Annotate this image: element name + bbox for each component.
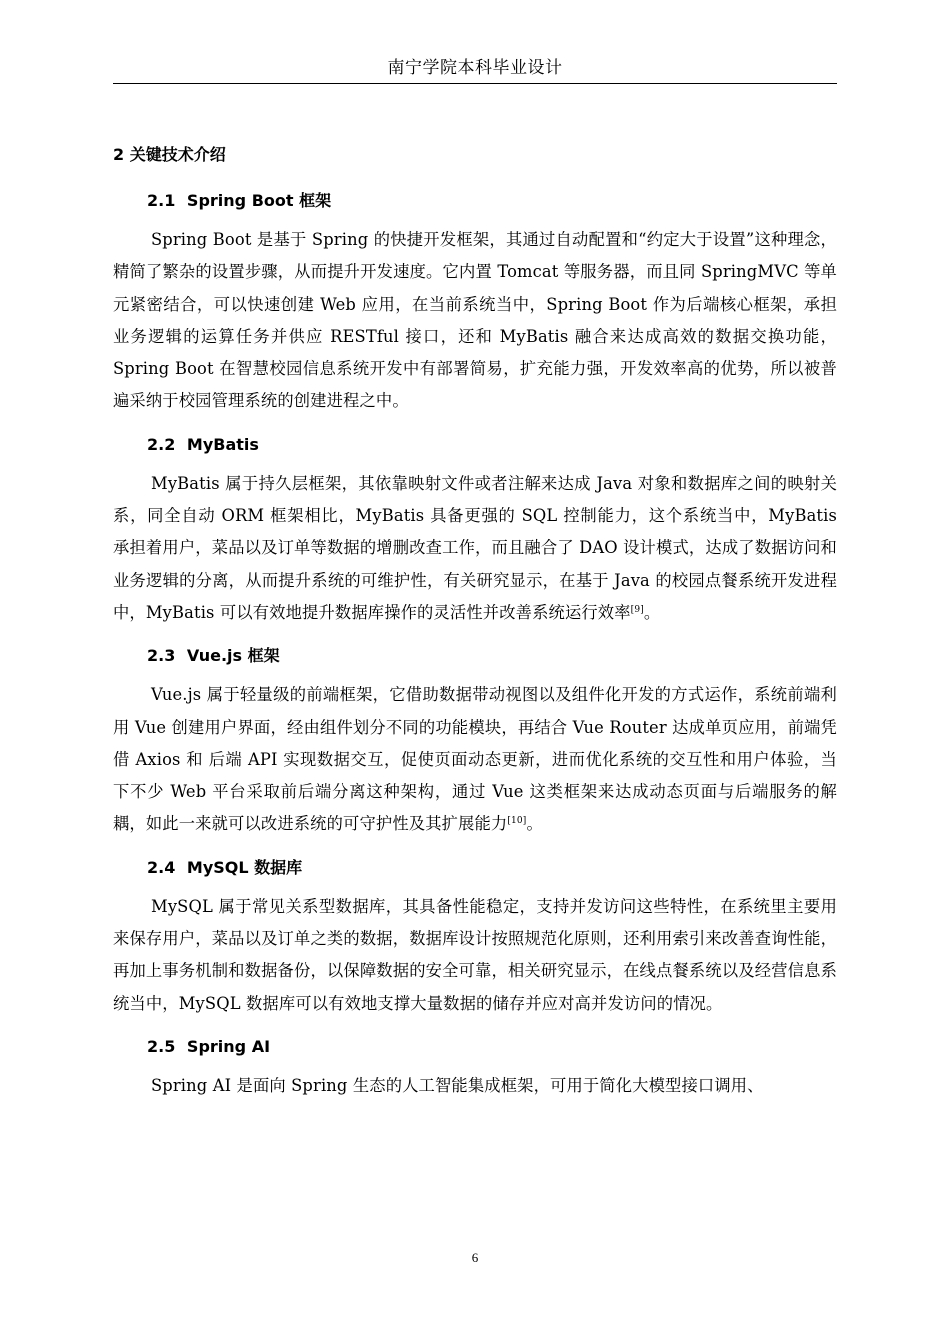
section-title: Vue.js 框架	[186, 646, 280, 666]
chapter-number: 2	[113, 145, 125, 164]
section-heading-2-1	[147, 188, 837, 214]
paragraph-text: Spring Boot 是基于 Spring 的快捷开发框架，其通过自动配置和“约定大于设置”这种理念，精简了繁杂的设置步骤，从而提升开发速度。它内置 Tomcat 等服务器，而且同 SpringMVC 等单元紧密结合，可以快速创建 Web 应用，在当前系统当中，Spring Boot 作为后端核心框架，承担业务逻辑的运算任务并供应 RESTful 接口，还和 MyBatis 融合来达成高效的数据交换功能，Spring Boot 在智慧校园信息系统开发中有部署简易，扩充能力强，开发效率高的优势，所以被普遍采纳于校园管理系统的创建进程之中。	[113, 230, 837, 411]
paragraph-tail: 。	[526, 814, 543, 834]
section-number: 2.1	[147, 191, 176, 210]
header-title: 南宁学院本科毕业设计	[387, 58, 563, 78]
section-paragraph-2-2	[113, 468, 837, 629]
section-title: MySQL 数据库	[186, 857, 303, 877]
paragraph-text: Spring AI 是面向 Spring 生态的人工智能集成框架，可用于简化大模型接口调用、	[151, 1075, 764, 1095]
section-heading-2-2	[147, 432, 837, 458]
section-number: 2.3	[147, 646, 176, 666]
section-paragraph-2-1	[113, 224, 837, 418]
section-heading-2-5	[147, 1034, 837, 1060]
section-paragraph-2-5	[113, 1070, 837, 1102]
document-body	[113, 142, 837, 1116]
section-number: 2.2	[147, 434, 176, 454]
section-number: 2.4	[147, 857, 176, 877]
paragraph-tail: 。	[643, 602, 661, 622]
section-heading-2-3	[147, 643, 837, 669]
paragraph-text: Vue.js 属于轻量级的前端框架，它借助数据带动视图以及组件化开发的方式运作，系统前端利用 Vue 创建用户界面，经由组件划分不同的功能模块，再结合 Vue Router 达成单页应用，前端凭借 Axios 和 后端 API 实现数据交互，促使页面动态更新，进而优化系统的交互性和用户体验，当下不少 Web 平台采取前后端分离这种架构，通过 Vue 这类框架来达成动态页面与后端服务的解耦，如此一来就可以改进系统的可守护性及其扩展能力	[113, 685, 837, 834]
section-title: MyBatis	[186, 434, 259, 454]
page-number: 6	[471, 1250, 479, 1265]
chapter-heading	[113, 142, 837, 168]
page-header	[113, 57, 837, 84]
section-paragraph-2-4	[113, 891, 837, 1020]
paragraph-text: MySQL 属于常见关系型数据库，其具备性能稳定，支持并发访问这些特性，在系统里主要用来保存用户，菜品以及订单之类的数据，数据库设计按照规范化原则，还利用索引来改善查询性能，再加上事务机制和数据备份，以保障数据的安全可靠，相关研究显示，在线点餐系统以及经营信息系统当中，MySQL 数据库可以有效地支撑大量数据的储存并应对高并发访问的情况。	[113, 896, 837, 1013]
paragraph-text: MyBatis 属于持久层框架，其依靠映射文件或者注解来达成 Java 对象和数据库之间的映射关系，同全自动 ORM 框架相比，MyBatis 具备更强的 SQL 控制能力，这个系统当中，MyBatis 承担着用户，菜品以及订单等数据的增删改查工作，而且融合了 DAO 设计模式，达成了数据访问和业务逻辑的分离，从而提升系统的可维护性，有关研究显示，在基于 Java 的校园点餐系统开发进程中，MyBatis 可以有效地提升数据库操作的灵活性并改善系统运行效率	[113, 473, 837, 622]
section-title: Spring AI	[186, 1036, 271, 1056]
section-heading-2-4	[147, 855, 837, 881]
citation-marker: [9]	[630, 604, 644, 615]
citation-marker: [10]	[507, 816, 527, 827]
section-number: 2.5	[147, 1036, 176, 1056]
chapter-title: 关键技术介绍	[129, 145, 226, 164]
section-paragraph-2-3	[113, 679, 837, 840]
section-title: Spring Boot 框架	[186, 191, 332, 210]
